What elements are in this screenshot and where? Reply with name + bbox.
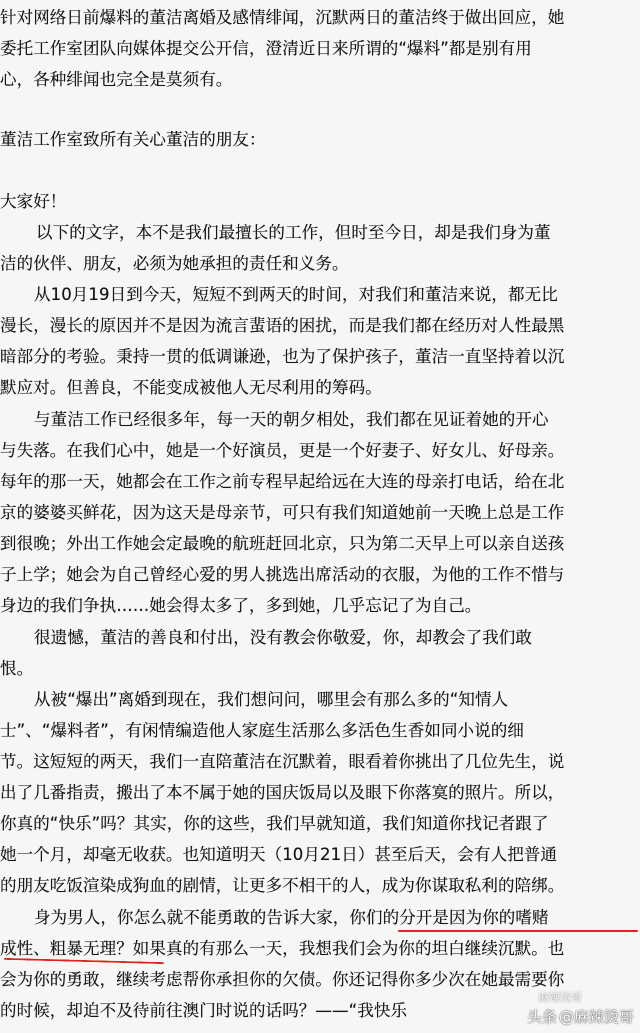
letter-line: 从10月19日到今天，短短不到两天的时间，对我们和董洁来说，都无比 bbox=[34, 285, 558, 304]
letter-line: 暗部分的考验。秉持一贯的低调谦逊，也为了保护孩子，董洁一直坚持着以沉 bbox=[0, 347, 565, 366]
letter-line: 士”、“爆料者”，有闲情编造他人家庭生活那么多活色生香如同小说的细 bbox=[0, 721, 524, 740]
letter-line: 与董洁工作已经很多年，每一天的朝夕相处，我们都在见证着她的开心 bbox=[34, 410, 549, 429]
letter-line: 子上学；她会为自己曾经心爱的男人挑选出席活动的衣服，为他的工作不惜与 bbox=[0, 565, 565, 584]
watermark-source: 头条 bbox=[526, 1008, 557, 1026]
letter-line: 洁的伙伴、朋友，必须为她承担的责任和义务。 bbox=[0, 254, 349, 273]
letter-heading: 董洁工作室致所有关心董洁的朋友： bbox=[0, 130, 266, 149]
letter-line: 身为男人，你怎么就不能勇敢的告诉大家，你们的分开是因为你的嗜赌 bbox=[34, 908, 549, 927]
letter-line: 默应对。但善良，不能变成被他人无尽利用的筹码。 bbox=[0, 378, 382, 397]
letter-line: 出了几番指责，搬出了本不属于她的国庆饭局以及眼下你落寞的照片。所以， bbox=[0, 783, 565, 802]
letter-line: 到很晚；外出工作她会定最晚的航班赶回北京，只为第二天早上可以亲自送孩 bbox=[0, 534, 565, 553]
letter-line: 成性、粗暴无理？如果真的有那么一天，我想我们会为你的坦白继续沉默。也 bbox=[0, 939, 565, 958]
letter-line: 心，各种绯闻也完全是莫须有。 bbox=[0, 70, 233, 89]
letter-line: 京的婆婆买鲜花，因为这天是母亲节，可只有我们知道她前一天晚上总是工作 bbox=[0, 503, 565, 522]
letter-line: 恨。 bbox=[0, 659, 34, 678]
letter-line: 的朋友吃饭渲染成狗血的剧情，让更多不相干的人，成为你谋取私利的陪绑。 bbox=[0, 876, 565, 895]
letter-line: 身边的我们争执……她会得太多了，多到她，几乎忘记了为自己。 bbox=[0, 596, 482, 615]
letter-line: 以下的文字，本不是我们最擅长的工作，但时至今日，却是我们身为董 bbox=[36, 223, 551, 242]
letter-line: 针对网络日前爆料的董洁离婚及感情绯闻，沉默两日的董洁终于做出回应，她 bbox=[0, 8, 565, 27]
letter-line: 很遗憾，董洁的善良和付出，没有教会你敬爱，你，却教会了我们敢 bbox=[34, 628, 532, 647]
letter-line: 的时候，却迫不及待前往澳门时说的话吗？——“我快乐 bbox=[0, 1001, 408, 1020]
letter-line: 你真的“快乐”吗？其实，你的这些，我们早就知道，我们知道你找记者跟了 bbox=[0, 814, 549, 833]
red-underline bbox=[398, 930, 638, 932]
watermark-logo: 麻辣烫哥 bbox=[538, 991, 582, 1004]
letter-line: 从被“爆出”离婚到现在，我们想问问，哪里会有那么多的“知情人 bbox=[34, 690, 509, 709]
letter-line: 漫长，漫长的原因并不是因为流言蜚语的困扰，而是我们都在经历对人性最黑 bbox=[0, 316, 565, 335]
letter-greeting: 大家好！ bbox=[0, 192, 67, 211]
letter-line: 每年的那一天，她都会在工作之前专程早起给远在大连的母亲打电话，给在北 bbox=[0, 472, 565, 491]
letter-line: 会为你的勇敢，继续考虑帮你承担你的欠债。你还记得你多少次在她最需要你 bbox=[0, 970, 565, 989]
letter-line: 她一个月，却毫无收获。也知道明天（10月21日）甚至后天，会有人把普通 bbox=[0, 845, 557, 864]
letter-line: 节。这短短的两天，我们一直陪董洁在沉默着，眼看着你挑出了几位先生，说 bbox=[0, 752, 565, 771]
watermark bbox=[527, 1006, 634, 1027]
letter-line: 委托工作室团队向媒体提交公开信，澄清近日来所谓的“爆料”都是别有用 bbox=[0, 39, 532, 58]
letter-line: 与失落。在我们心中，她是一个好演员，更是一个好妻子、好女儿、好母亲。 bbox=[0, 441, 565, 460]
watermark-handle: @麻辣烫哥 bbox=[558, 1008, 634, 1026]
